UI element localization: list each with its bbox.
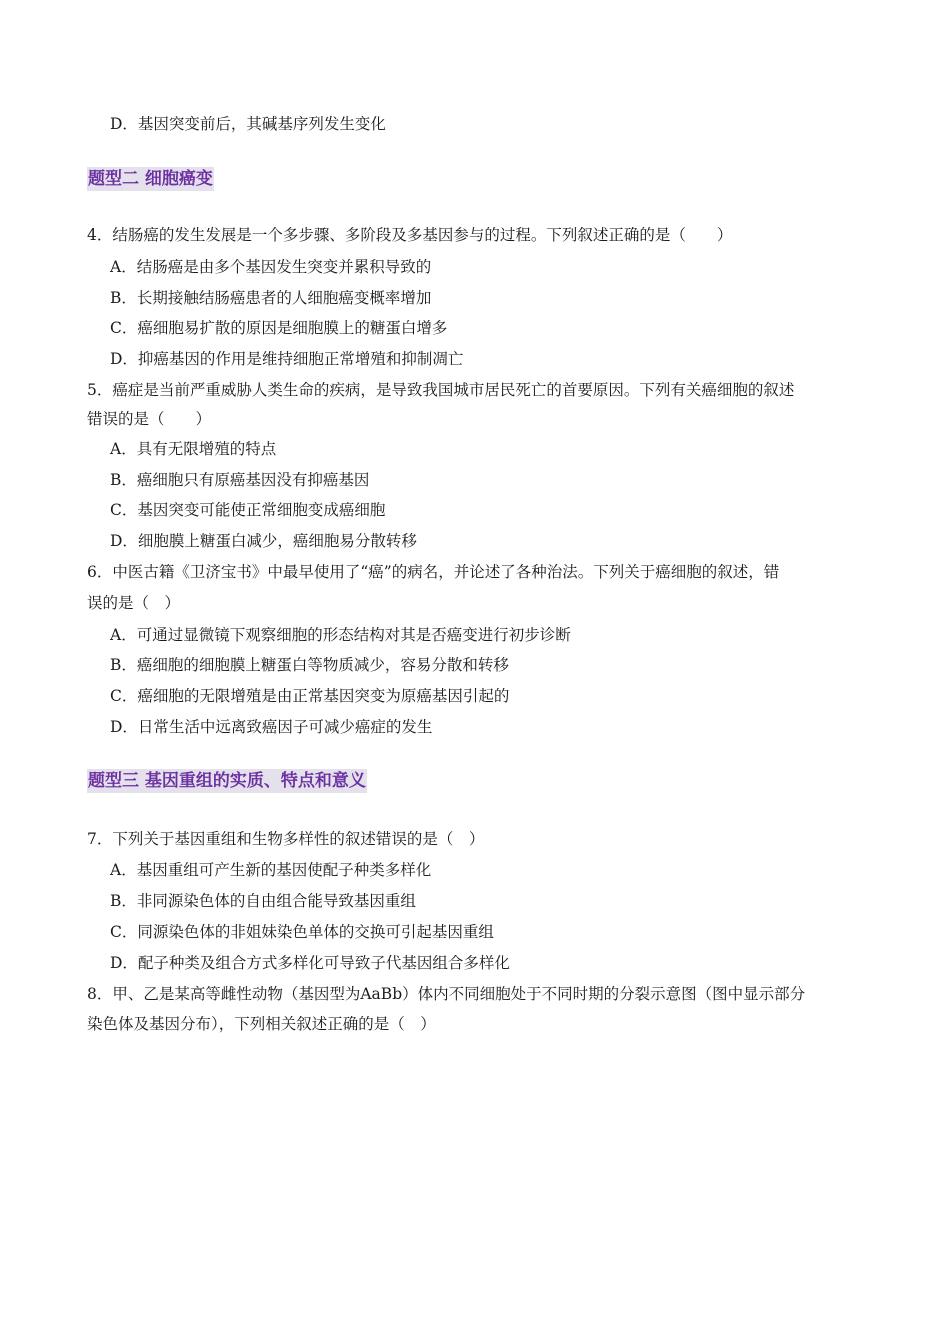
question-5-option-a: A．具有无限增殖的特点 (110, 440, 277, 458)
question-4-stem: 4．结肠癌的发生发展是一个多步骤、多阶段及多基因参与的过程。下列叙述正确的是（ ） (87, 226, 733, 244)
question-5-stem-line-2: 错误的是（ ） (87, 410, 212, 428)
question-6-option-b: B．癌细胞的细胞膜上糖蛋白等物质减少，容易分散和转移 (110, 656, 509, 674)
question-5-option-c: C．基因突变可能使正常细胞变成癌细胞 (110, 501, 386, 519)
question-7-stem: 7．下列关于基因重组和生物多样性的叙述错误的是（ ） (87, 830, 485, 848)
section-heading-cancer: 题型二 细胞癌变 (88, 169, 213, 189)
question-6-stem-line-2: 误的是（ ） (87, 594, 181, 612)
question-6-stem-line-1: 6．中医古籍《卫济宝书》中最早使用了“癌”的病名，并论述了各种治法。下列关于癌细胞的叙述，错 (87, 563, 780, 581)
question-7-option-b: B．非同源染色体的自由组合能导致基因重组 (110, 892, 416, 910)
question-5-stem-line-1: 5．癌症是当前严重威胁人类生命的疾病，是导致我国城市居民死亡的首要原因。下列有关癌细胞的叙述 (87, 381, 795, 399)
question-4-option-d: D．抑癌基因的作用是维持细胞正常增殖和抑制凋亡 (110, 350, 464, 368)
question-6-option-a: A．可通过显微镜下观察细胞的形态结构对其是否癌变进行初步诊断 (110, 626, 571, 644)
question-5-option-d: D．细胞膜上糖蛋白减少，癌细胞易分散转移 (110, 532, 417, 550)
question-7-option-d: D．配子种类及组合方式多样化可导致子代基因组合多样化 (110, 954, 510, 972)
section-heading-recombination: 题型三 基因重组的实质、特点和意义 (88, 771, 366, 791)
option-3d: D．基因突变前后，其碱基序列发生变化 (110, 115, 386, 133)
question-8-stem-line-2: 染色体及基因分布），下列相关叙述正确的是（ ） (87, 1015, 436, 1033)
question-6-option-d: D．日常生活中远离致癌因子可减少癌症的发生 (110, 718, 433, 736)
question-8-stem-line-1: 8．甲、乙是某高等雌性动物（基因型为AaBb）体内不同细胞处于不同时期的分裂示意图（图中显示部分 (87, 985, 806, 1003)
question-6-option-c: C．癌细胞的无限增殖是由正常基因突变为原癌基因引起的 (110, 687, 510, 705)
question-4-option-a: A．结肠癌是由多个基因发生突变并累积导致的 (110, 258, 432, 276)
question-5-option-b: B．癌细胞只有原癌基因没有抑癌基因 (110, 471, 370, 489)
question-7-option-c: C．同源染色体的非姐妹染色单体的交换可引起基因重组 (110, 923, 494, 941)
question-4-option-c: C．癌细胞易扩散的原因是细胞膜上的糖蛋白增多 (110, 319, 448, 337)
question-4-option-b: B．长期接触结肠癌患者的人细胞癌变概率增加 (110, 289, 432, 307)
question-7-option-a: A．基因重组可产生新的基因使配子种类多样化 (110, 861, 432, 879)
